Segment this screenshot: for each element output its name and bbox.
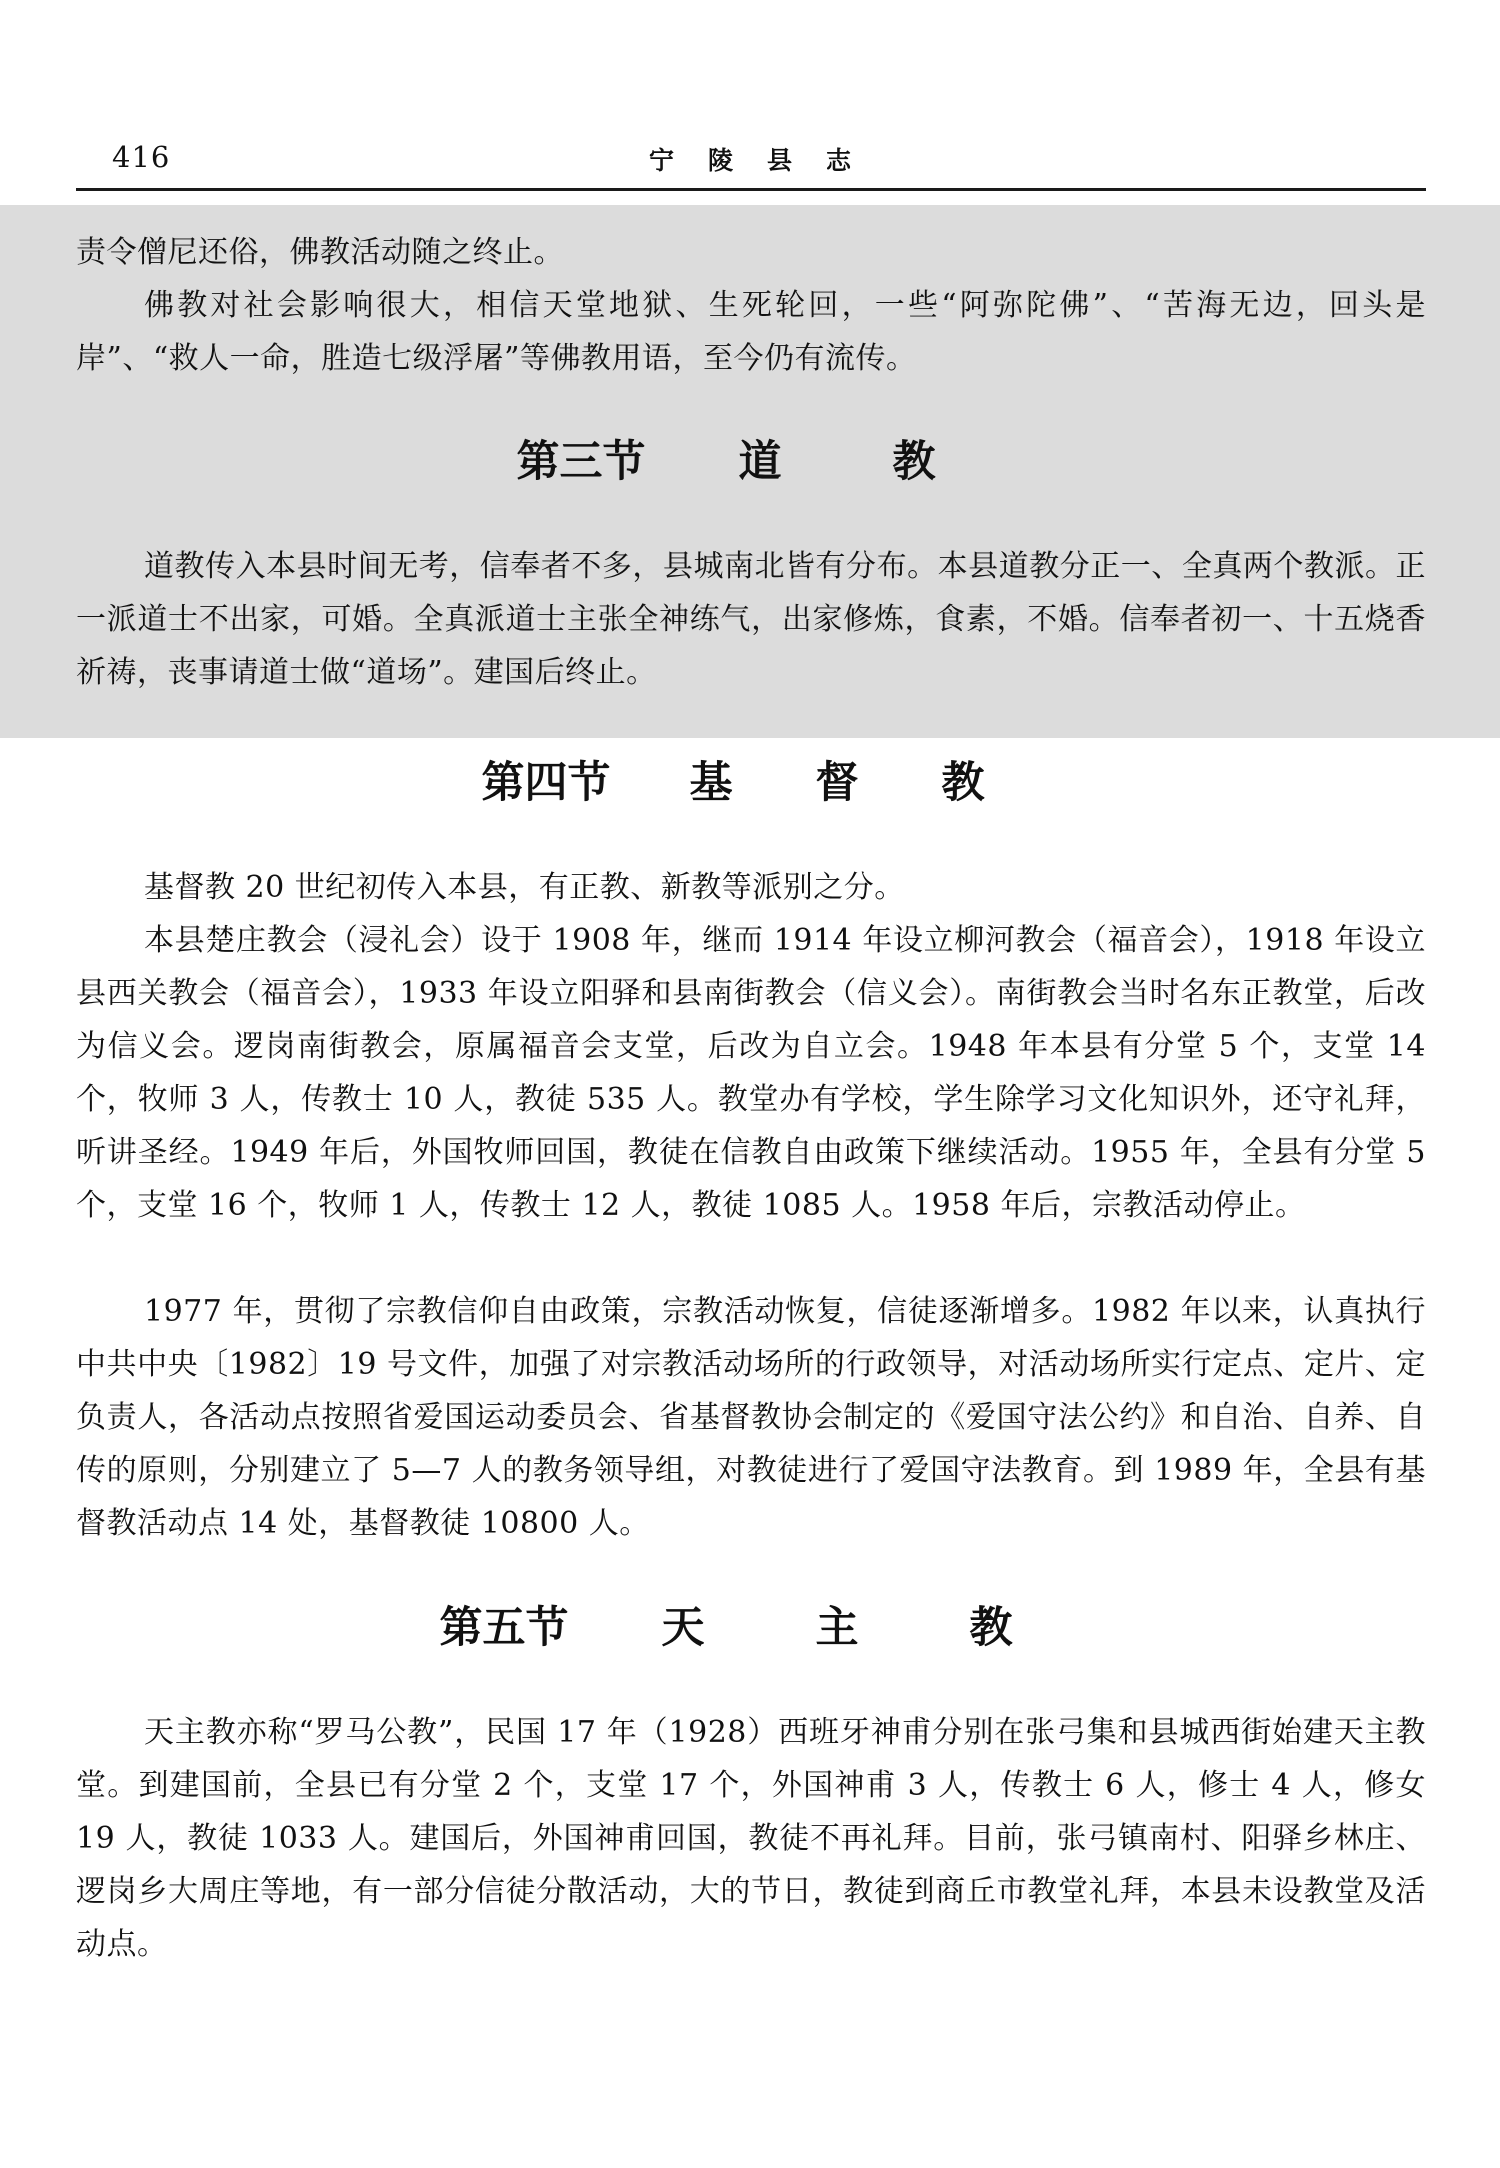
section-name [691,437,984,487]
section-name-char: 教 [969,1603,1013,1653]
section-name-char: 督 [815,758,859,808]
paragraph-catholicism: 天主教亦称“罗马公教”，民国 17 年（1928）西班牙神甫分别在张弓集和县城西街始建天主教堂。到建国前，全县已有分堂 2 个，支堂 17 个，外国神甫 3 人，传教士 6 人，修士 4 人，修女 19 人，教徒 1033 人。建国后，外国神甫回国，教徒不再礼拜。目前，张弓镇南村、阳驿乡林庄、逻岗乡大周庄等地，有一部分信徒分散活动，大的节日，教徒到商丘市教堂礼拜，本县未设教堂及活动点。 [76,1715,1426,1962]
section-name [614,1603,1061,1653]
section-number: 第四节 [481,758,611,808]
dimmed-paragraph-taoism: 道教传入本县时间无考，信奉者不多，县城南北皆有分布。本县道教分正一、全真两个教派。正一派道士不出家，可婚。全真派道士主张全神练气，出家修炼，食素，不婚。信奉者初一、十五烧香祈祷，丧事请道士做“道场”。建国后终止。 [76,549,1426,690]
section-number: 第三节 [516,437,646,487]
paragraph-christianity-intro: 基督教 20 世纪初传入本县，有正教、新教等派别之分。 [144,870,905,905]
section-name-char: 道 [738,437,782,487]
section-name-char: 教 [892,437,936,487]
section-name-char: 基 [689,758,733,808]
running-title: 宁陵县志 [648,146,885,175]
page-number: 416 [112,140,171,174]
section-name [656,758,1019,808]
paragraph-christianity-recent: 1977 年，贯彻了宗教信仰自由政策，宗教活动恢复，信徒逐渐增多。1982 年以来，认真执行中共中央〔1982〕19 号文件，加强了对宗教活动场所的行政领导，对活动场所实行定点、定片、定负责人，各活动点按照省爱国运动委员会、省基督教协会制定的《爱国守法公约》和自治、自养、自传的原则，分别建立了 5—7 人的教务领导组，对教徒进行了爱国守法教育。到 1989 年，全县有基督教活动点 14 处，基督教徒 10800 人。 [76,1294,1426,1541]
paragraph-christianity-history: 本县楚庄教会（浸礼会）设于 1908 年，继而 1914 年设立柳河教会（福音会），1918 年设立县西关教会（福音会），1933 年设立阳驿和县南街教会（信义会）。南街教会当时名东正教堂，后改为信义会。逻岗南街教会，原属福音会支堂，后改为自立会。1948 年本县有分堂 5 个，支堂 14 个，牧师 3 人，传教士 10 人，教徒 535 人。教堂办有学校，学生除学习文化知识外，还守礼拜，听讲圣经。1949 年后，外国牧师回国，教徒在信教自由政策下继续活动。1955 年，全县有分堂 5 个，支堂 16 个，牧师 1 人，传教士 12 人，教徒 1085 人。1958 年后，宗教活动停止。 [76,923,1426,1223]
section-name-char: 主 [815,1603,859,1653]
section-heading-taoism [0,437,1500,487]
section-heading-catholicism [0,1603,1500,1653]
section-name-char: 天 [661,1603,705,1653]
header-rule [76,188,1426,191]
section-number: 第五节 [439,1603,569,1653]
dimmed-paragraph-continuation: 责令僧尼还俗，佛教活动随之终止。 [76,235,564,270]
dimmed-paragraph-buddhism-influence: 佛教对社会影响很大，相信天堂地狱、生死轮回，一些“阿弥陀佛”、“苦海无边，回头是岸”、“救人一命，胜造七级浮屠”等佛教用语，至今仍有流传。 [76,288,1426,376]
section-name-char: 教 [941,758,985,808]
section-heading-christianity [0,758,1500,808]
